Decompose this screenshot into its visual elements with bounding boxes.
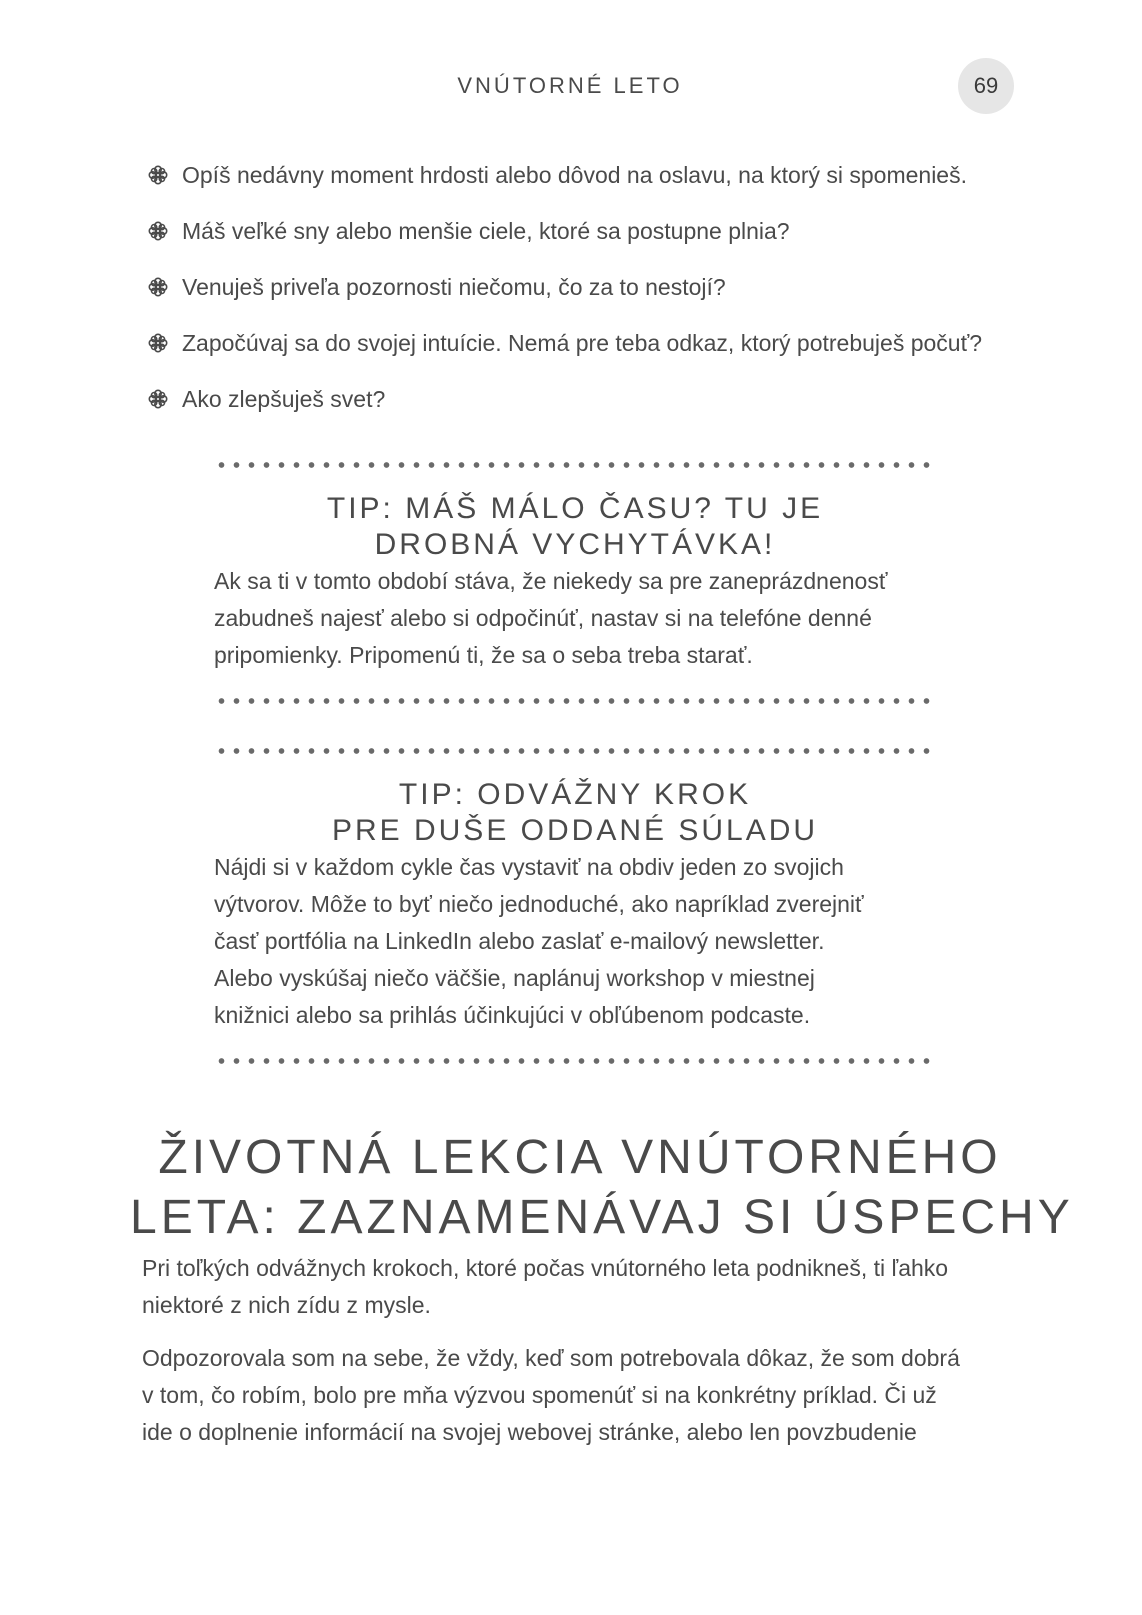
tip-box-bold-step xyxy=(214,747,936,1065)
tip-body-line: časť portfólia na LinkedIn alebo zaslať e-mailový newsletter. xyxy=(214,928,825,954)
section-heading-line: ŽIVOTNÁ LEKCIA VNÚTORNÉHO xyxy=(158,1131,1002,1184)
list-item-text: Ako zlepšuješ svet? xyxy=(182,386,386,412)
list-item xyxy=(148,158,1028,214)
list-item xyxy=(148,270,1028,326)
body-paragraph xyxy=(142,1250,1022,1324)
tip-body-line: Ak sa ti v tomto období stáva, že niekedy sa pre zaneprázdnenosť xyxy=(214,568,888,594)
tip-body-line: Alebo vyskúšaj niečo väčšie, naplánuj workshop v miestnej xyxy=(214,965,815,991)
flower-bullet-icon xyxy=(148,221,168,241)
tip-title-line: DROBNÁ VYCHYTÁVKA! xyxy=(374,528,776,561)
tip-body xyxy=(214,563,936,674)
dotted-divider-top xyxy=(214,747,936,755)
section-heading xyxy=(130,1128,1074,1248)
list-item-text: Venuješ priveľa pozornosti niečomu, čo za to nestojí? xyxy=(182,274,726,300)
tip-title-line: PRE DUŠE ODDANÉ SÚLADU xyxy=(331,814,819,847)
running-header xyxy=(0,70,1142,110)
list-item xyxy=(148,382,1028,438)
page-number-badge: 69 xyxy=(958,58,1014,114)
list-item xyxy=(148,214,1028,270)
dotted-divider-bottom xyxy=(214,1057,936,1065)
tip-body xyxy=(214,849,936,1034)
tip-body-line: výtvorov. Môže to byť niečo jednoduché, ako napríklad zverejniť xyxy=(214,891,864,917)
paragraph-line: niektoré z nich zídu z mysle. xyxy=(142,1292,431,1318)
paragraph-line: Odpozorovala som na sebe, že vždy, keď som potrebovala dôkaz, že som dobrá xyxy=(142,1345,960,1371)
dotted-divider-bottom xyxy=(214,697,936,705)
flower-bullet-icon xyxy=(148,277,168,297)
tip-body-line: knižnici alebo sa prihlás účinkujúci v obľúbenom podcaste. xyxy=(214,1002,811,1028)
list-item-text: Opíš nedávny moment hrdosti alebo dôvod na oslavu, na ktorý si spomenieš. xyxy=(182,162,967,188)
flower-bullet-icon xyxy=(148,165,168,185)
reflection-question-list xyxy=(148,158,1028,438)
body-paragraph xyxy=(142,1340,1022,1451)
list-item-text: Máš veľké sny alebo menšie ciele, ktoré sa postupne plnia? xyxy=(182,218,790,244)
section-heading-line: LETA: ZAZNAMENÁVAJ SI ÚSPECHY xyxy=(130,1191,1074,1244)
paragraph-line: Pri toľkých odvážnych krokoch, ktoré počas vnútorného leta podnikneš, ti ľahko xyxy=(142,1255,949,1281)
tip-title-line: TIP: MÁŠ MÁLO ČASU? TU JE xyxy=(326,492,824,525)
flower-bullet-icon xyxy=(148,333,168,353)
flower-bullet-icon xyxy=(148,389,168,409)
list-item-text: Započúvaj sa do svojej intuície. Nemá pre teba odkaz, ktorý potrebuješ počuť? xyxy=(182,330,983,356)
tip-body-line: pripomienky. Pripomenú ti, že sa o seba treba starať. xyxy=(214,642,753,668)
tip-title xyxy=(214,777,936,849)
tip-body-line: Nájdi si v každom cykle čas vystaviť na obdiv jeden zo svojich xyxy=(214,854,844,880)
running-title: VNÚTORNÉ LETO xyxy=(457,73,683,98)
tip-box-time-saver xyxy=(214,461,936,705)
tip-title xyxy=(214,491,936,563)
tip-body-line: zabudneš najesť alebo si odpočinúť, nastav si na telefóne denné xyxy=(214,605,872,631)
dotted-divider-top xyxy=(214,461,936,469)
paragraph-line: v tom, čo robím, bolo pre mňa výzvou spomenúť si na konkrétny príklad. Či už xyxy=(142,1382,937,1408)
paragraph-line: ide o doplnenie informácií na svojej webovej stránke, alebo len povzbudenie xyxy=(142,1419,917,1445)
list-item xyxy=(148,326,1028,382)
tip-title-line: TIP: ODVÁŽNY KROK xyxy=(398,778,752,811)
